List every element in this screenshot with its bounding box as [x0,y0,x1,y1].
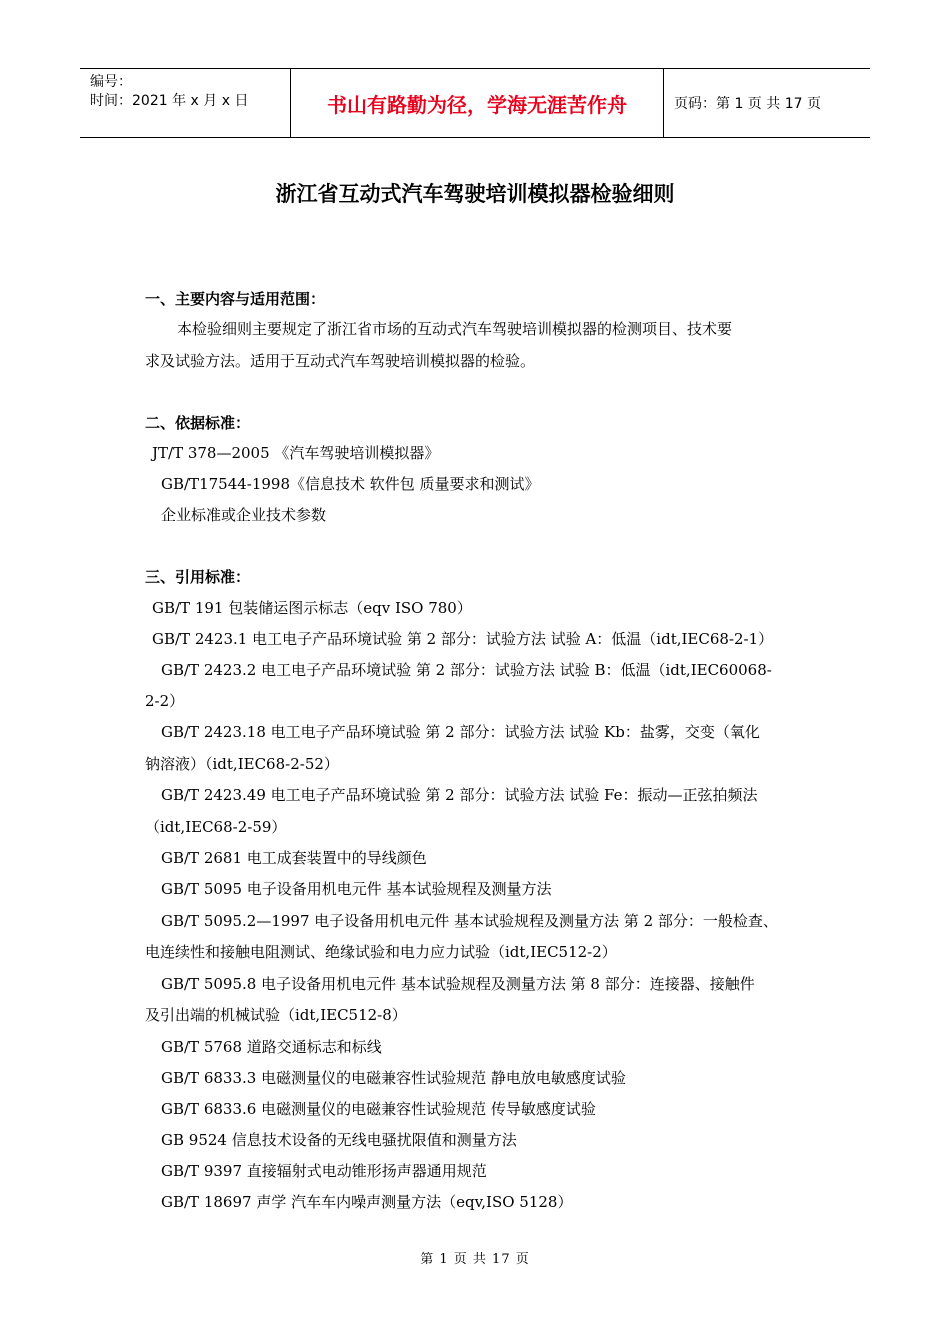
section-1-heading: 一、主要内容与适用范围： [145,290,326,308]
reference-standard-item: GB/T 2681 电工成套装置中的导线颜色 [161,849,427,867]
reference-standard-item: GB/T 5095 电子设备用机电元件 基本试验规程及测量方法 [161,880,552,898]
reference-standard-item: GB/T 2423.18 电工电子产品环境试验 第 2 部分：试验方法 试验 Kb：盐雾，交变（氧化 [161,723,760,741]
reference-standard-item-cont: （idt,IEC68-2-59） [145,818,287,836]
reference-standard-item: GB/T 18697 声学 汽车车内噪声测量方法（eqv,ISO 5128） [161,1193,573,1211]
reference-standard-item: GB 9524 信息技术设备的无线电骚扰限值和测量方法 [161,1131,517,1149]
reference-standard-item: GB/T 6833.3 电磁测量仪的电磁兼容性试验规范 静电放电敏感度试验 [161,1069,626,1087]
reference-standard-item: GB/T 191 包装储运图示标志（eqv ISO 780） [152,599,472,617]
reference-standard-item-cont: 2-2） [145,692,185,710]
time-label: 时间：2021 年 x 月 x 日 [90,93,249,109]
reference-standard-item-cont: 及引出端的机械试验（idt,IEC512-8） [145,1006,407,1024]
basis-standard-item: GB/T17544-1998《信息技术 软件包 质量要求和测试》 [161,475,540,493]
number-label: 编号： [90,74,132,90]
reference-standard-item-cont: 电连续性和接触电阻测试、绝缘试验和电力应力试验（idt,IEC512-2） [145,943,617,961]
basis-standard-item: 企业标准或企业技术参数 [161,506,327,524]
reference-standard-item: GB/T 5768 道路交通标志和标线 [161,1038,382,1056]
reference-standard-item: GB/T 5095.2—1997 电子设备用机电元件 基本试验规程及测量方法 第 2 部分：一般检查、 [161,912,778,930]
reference-standard-item: GB/T 2423.1 电工电子产品环境试验 第 2 部分：试验方法 试验 A：低温（idt,IEC68-2-1） [152,630,774,648]
section-1-paragraph-line: 本检验细则主要规定了浙江省市场的互动式汽车驾驶培训模拟器的检测项目、技术要 [177,320,733,338]
reference-standard-item: GB/T 2423.49 电工电子产品环境试验 第 2 部分：试验方法 试验 Fe：振动—正弦拍频法 [161,786,758,804]
header-meta [80,69,291,137]
reference-standard-item: GB/T 5095.8 电子设备用机电元件 基本试验规程及测量方法 第 8 部分：连接器、接触件 [161,975,755,993]
header-page-info: 页码：第 1 页 共 17 页 [674,96,821,112]
reference-standard-item: GB/T 6833.6 电磁测量仪的电磁兼容性试验规范 传导敏感度试验 [161,1100,596,1118]
section-3-heading: 三、引用标准： [145,568,251,586]
page-header [80,68,870,138]
reference-standard-item-cont: 钠溶液）（idt,IEC68-2-52） [145,755,339,773]
document-title: 浙江省互动式汽车驾驶培训模拟器检验细则 [275,182,675,206]
page-footer: 第 1 页 共 17 页 [420,1252,530,1267]
reference-standard-item: GB/T 9397 直接辐射式电动锥形扬声器通用规范 [161,1162,487,1180]
section-1-paragraph-line: 求及试验方法。适用于互动式汽车驾驶培训模拟器的检验。 [145,352,536,370]
reference-standard-item: GB/T 2423.2 电工电子产品环境试验 第 2 部分：试验方法 试验 B：低温（idt,IEC60068- [161,661,772,679]
header-motto: 书山有路勤为径，学海无涯苦作舟 [291,69,664,137]
basis-standard-item: JT/T 378—2005 《汽车驾驶培训模拟器》 [152,444,440,462]
section-2-heading: 二、依据标准： [145,414,251,432]
